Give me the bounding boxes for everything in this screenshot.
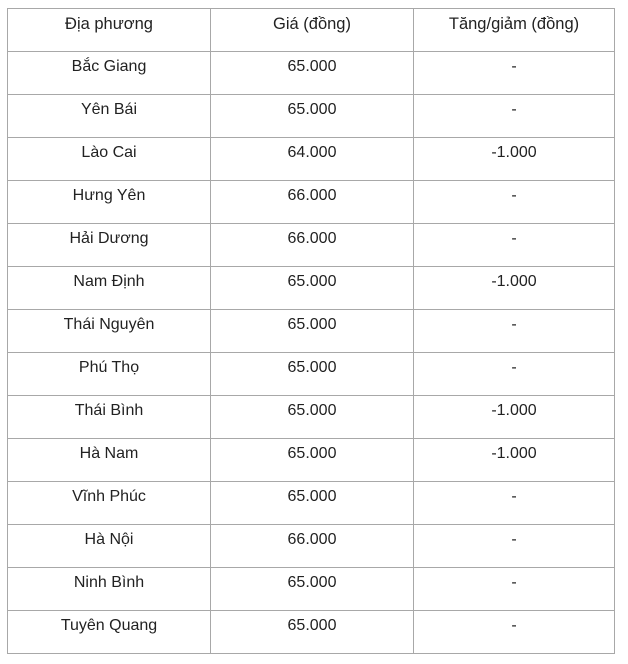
- cell-price: 65.000: [211, 611, 414, 654]
- cell-region: Lào Cai: [8, 138, 211, 181]
- cell-region: Hưng Yên: [8, 181, 211, 224]
- cell-region: Bắc Giang: [8, 52, 211, 95]
- cell-price: 65.000: [211, 95, 414, 138]
- table-row: [8, 525, 615, 568]
- header-region: Địa phương: [8, 9, 211, 52]
- cell-change: -: [414, 353, 615, 396]
- table-header-row: [8, 9, 615, 52]
- cell-change: -: [414, 181, 615, 224]
- table-row: [8, 95, 615, 138]
- cell-region: Nam Định: [8, 267, 211, 310]
- cell-price: 66.000: [211, 224, 414, 267]
- cell-price: 65.000: [211, 52, 414, 95]
- header-change: Tăng/giảm (đồng): [414, 9, 615, 52]
- table-row: [8, 568, 615, 611]
- cell-region: Vĩnh Phúc: [8, 482, 211, 525]
- cell-region: Hải Dương: [8, 224, 211, 267]
- cell-change: -: [414, 95, 615, 138]
- cell-price: 65.000: [211, 568, 414, 611]
- cell-price: 65.000: [211, 310, 414, 353]
- cell-change: -: [414, 568, 615, 611]
- cell-change: -1.000: [414, 439, 615, 482]
- cell-price: 65.000: [211, 267, 414, 310]
- cell-region: Yên Bái: [8, 95, 211, 138]
- table-row: [8, 353, 615, 396]
- cell-price: 65.000: [211, 482, 414, 525]
- cell-change: -1.000: [414, 138, 615, 181]
- cell-price: 66.000: [211, 525, 414, 568]
- cell-region: Tuyên Quang: [8, 611, 211, 654]
- cell-change: -: [414, 611, 615, 654]
- table-row: [8, 267, 615, 310]
- table-row: [8, 482, 615, 525]
- cell-region: Hà Nội: [8, 525, 211, 568]
- price-table: [7, 8, 615, 654]
- table-row: [8, 224, 615, 267]
- cell-region: Thái Nguyên: [8, 310, 211, 353]
- cell-price: 64.000: [211, 138, 414, 181]
- cell-price: 65.000: [211, 353, 414, 396]
- cell-region: Hà Nam: [8, 439, 211, 482]
- cell-change: -: [414, 482, 615, 525]
- cell-region: Thái Bình: [8, 396, 211, 439]
- table-row: [8, 396, 615, 439]
- cell-price: 65.000: [211, 396, 414, 439]
- cell-change: -1.000: [414, 267, 615, 310]
- cell-region: Ninh Bình: [8, 568, 211, 611]
- table-row: [8, 439, 615, 482]
- header-price: Giá (đồng): [211, 9, 414, 52]
- table-row: [8, 138, 615, 181]
- cell-change: -: [414, 525, 615, 568]
- cell-change: -1.000: [414, 396, 615, 439]
- table-row: [8, 611, 615, 654]
- table-row: [8, 52, 615, 95]
- cell-change: -: [414, 310, 615, 353]
- cell-region: Phú Thọ: [8, 353, 211, 396]
- cell-change: -: [414, 224, 615, 267]
- cell-change: -: [414, 52, 615, 95]
- table-row: [8, 310, 615, 353]
- cell-price: 65.000: [211, 439, 414, 482]
- table-row: [8, 181, 615, 224]
- cell-price: 66.000: [211, 181, 414, 224]
